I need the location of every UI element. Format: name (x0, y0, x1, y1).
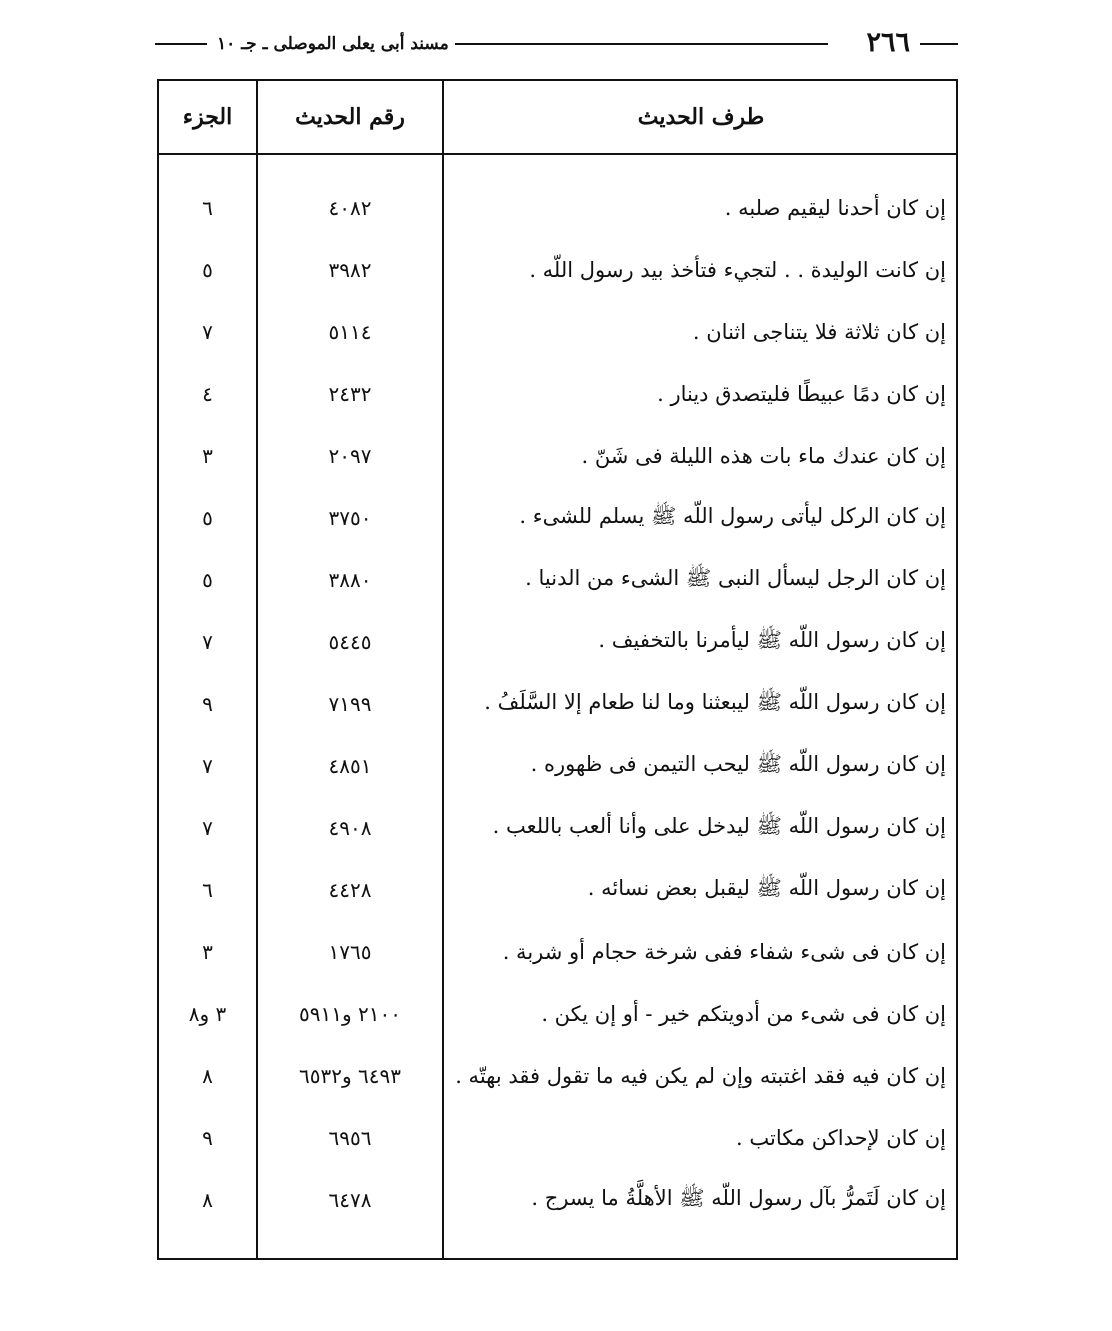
hadith-text: إن كان فيه فقد اغتبته وإن لم يكن فيه ما تقول فقد بهتّه . (455, 1064, 946, 1088)
volume-number: ٧ (202, 754, 213, 778)
book-title: مسند أبى يعلى الموصلى ـ جـ ١٠ (211, 30, 455, 58)
volume-number: ٩ (202, 1126, 213, 1150)
table-row (159, 425, 956, 487)
header-hadith-text: طرف الحديث (637, 104, 765, 130)
hadith-number: ٣٧٥٠ (328, 506, 372, 530)
hadith-index-table (157, 79, 958, 1260)
volume-number: ٣ و٨ (188, 1002, 227, 1026)
hadith-text: إن كان دمًا عبيطًا فليتصدق دينار . (657, 382, 946, 406)
header-volume: الجزء (182, 104, 233, 130)
hadith-text: إن كان رسول اللّه ﷺ ليدخل على وأنا ألعب باللعب . (492, 813, 946, 838)
volume-number: ٩ (202, 692, 213, 716)
hadith-number: ٤٤٢٨ (328, 878, 372, 902)
hadith-text: إن كان عندك ماء بات هذه الليلة فى شَنّ . (581, 444, 946, 468)
hadith-text: إن كان لإحداكن مكاتب . (736, 1126, 946, 1150)
table-row (159, 1107, 956, 1169)
hadith-text: إن كان رسول اللّه ﷺ ليأمرنا بالتخفيف . (598, 627, 946, 652)
table-row (159, 611, 956, 673)
table-row (159, 1169, 956, 1231)
hadith-number: ٥١١٤ (328, 320, 372, 344)
volume-number: ٧ (202, 630, 213, 654)
table-row (159, 797, 956, 859)
table-header-row (159, 81, 956, 155)
hadith-number: ٦٤٧٨ (328, 1188, 372, 1212)
hadith-number: ٤٨٥١ (328, 754, 372, 778)
table-row (159, 735, 956, 797)
volume-number: ٥ (202, 568, 213, 592)
volume-number: ٦ (202, 196, 213, 220)
hadith-text: إن كانت الوليدة . . لتجيء فتأخذ بيد رسول اللّه . (529, 258, 946, 282)
volume-number: ٧ (202, 320, 213, 344)
hadith-text: إن كان لَتَمرُّ بآل رسول اللّه ﷺ الأهلَّةُ ما يسرج . (531, 1185, 946, 1210)
table-row (159, 549, 956, 611)
hadith-number: ٢١٠٠ و٥٩١١ (299, 1002, 401, 1026)
hadith-number: ٤٠٨٢ (328, 196, 372, 220)
running-head (155, 26, 958, 62)
table-row (159, 921, 956, 983)
volume-number: ٣ (202, 940, 213, 964)
hadith-number: ٣٩٨٢ (328, 258, 372, 282)
table-row (159, 1045, 956, 1107)
hadith-text: إن كان الركل ليأتى رسول اللّه ﷺ يسلم للشىء . (519, 503, 946, 528)
volume-number: ٣ (202, 444, 213, 468)
volume-number: ٤ (202, 382, 213, 406)
hadith-number: ٣٨٨٠ (328, 568, 372, 592)
header-rule-left (155, 43, 207, 45)
table-row (159, 859, 956, 921)
hadith-number: ٧١٩٩ (328, 692, 372, 716)
table-row (159, 487, 956, 549)
hadith-number: ٤٩٠٨ (328, 816, 372, 840)
volume-number: ٦ (202, 878, 213, 902)
table-body (159, 177, 956, 1231)
hadith-number: ٢٤٣٢ (328, 382, 372, 406)
header-rule-right (920, 43, 958, 45)
table-row (159, 301, 956, 363)
table-row (159, 239, 956, 301)
hadith-number: ١٧٦٥ (328, 940, 372, 964)
volume-number: ٥ (202, 258, 213, 282)
table-row (159, 673, 956, 735)
hadith-text: إن كان ثلاثة فلا يتناجى اثنان . (692, 320, 946, 344)
table-row (159, 983, 956, 1045)
hadith-text: إن كان فى شىء شفاء ففى شرخة حجام أو شربة . (502, 940, 946, 964)
table-row (159, 177, 956, 239)
hadith-number: ٥٤٤٥ (328, 630, 372, 654)
hadith-text: إن كان رسول اللّه ﷺ ليبعثنا وما لنا طعام إلا السَّلَفُ . (484, 689, 946, 714)
hadith-number: ٦٤٩٣ و٦٥٣٢ (299, 1064, 401, 1088)
volume-number: ٥ (202, 506, 213, 530)
hadith-text: إن كان الرجل ليسأل النبى ﷺ الشىء من الدنيا . (525, 565, 946, 590)
hadith-text: إن كان أحدنا ليقيم صلبه . (724, 196, 946, 220)
volume-number: ٧ (202, 816, 213, 840)
hadith-text: إن كان رسول اللّه ﷺ ليقبل بعض نسائه . (587, 875, 946, 900)
hadith-text: إن كان رسول اللّه ﷺ ليحب التيمن فى ظهوره . (530, 751, 946, 776)
header-hadith-number: رقم الحديث (295, 104, 405, 130)
page-number: ٢٦٦ (860, 26, 916, 60)
volume-number: ٨ (202, 1188, 213, 1212)
hadith-text: إن كان فى شىء من أدويتكم خير - أو إن يكن . (541, 1002, 946, 1026)
hadith-number: ٦٩٥٦ (328, 1126, 372, 1150)
hadith-number: ٢٠٩٧ (328, 444, 372, 468)
volume-number: ٨ (202, 1064, 213, 1088)
table-row (159, 363, 956, 425)
